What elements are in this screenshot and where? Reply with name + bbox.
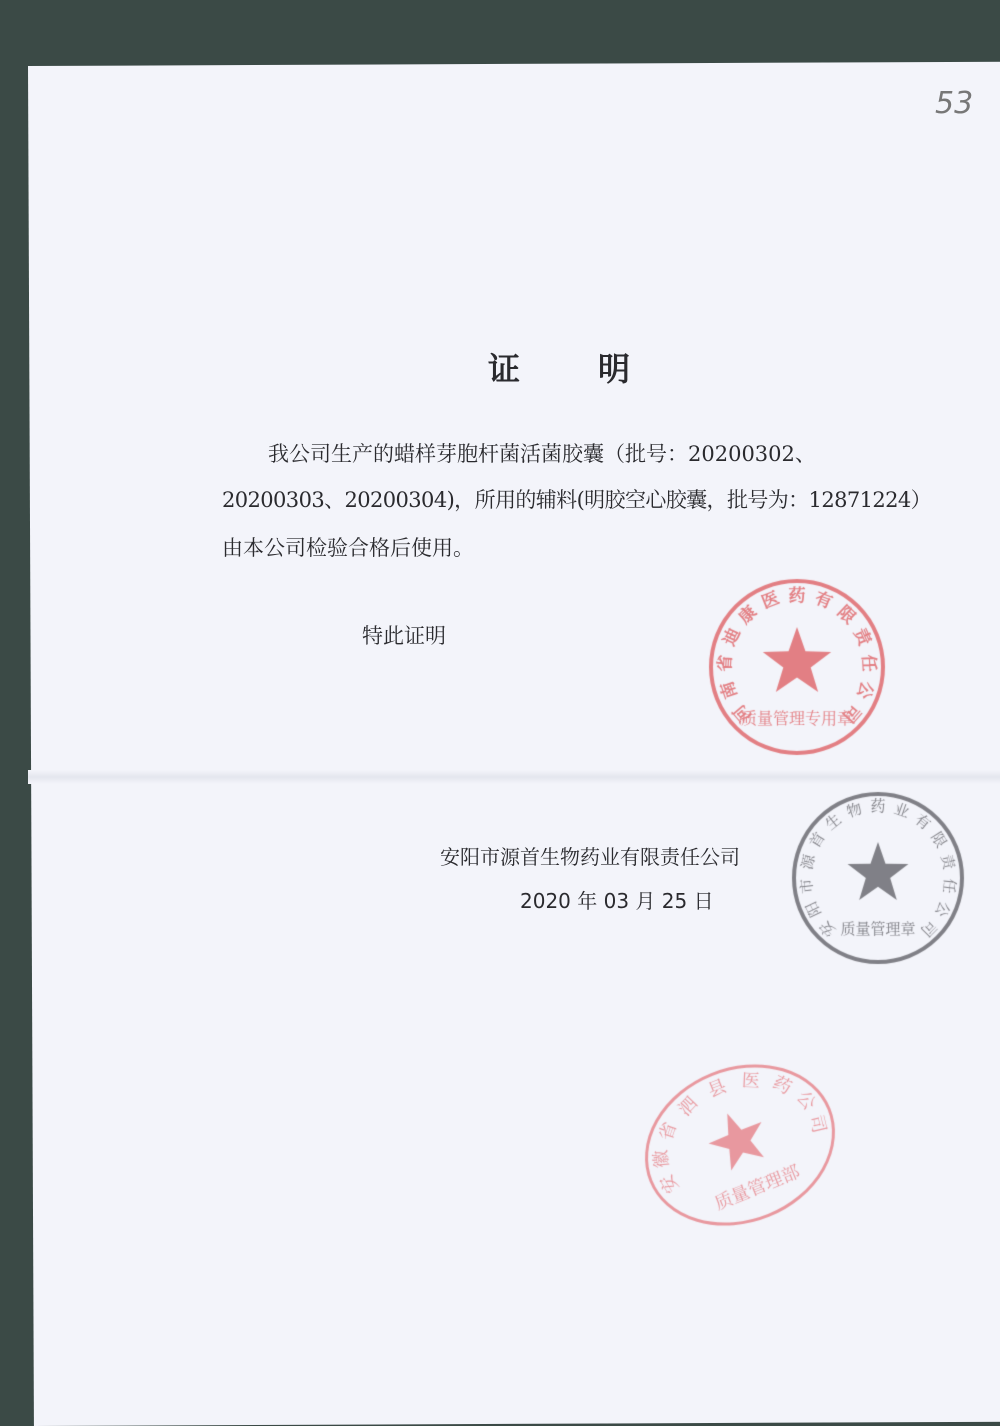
paper-fold-line <box>28 770 1000 784</box>
body-line-2: 20200303、20200304)，所用的辅料(明胶空心胶囊，批号为：12871224） <box>222 488 932 512</box>
handwritten-page-number: 53 <box>935 86 974 121</box>
quality-seal-stamp-1 <box>705 575 889 759</box>
signature-date: 2020 年 03 月 25 日 <box>520 889 714 913</box>
body-line-1: 我公司生产的蜡样芽胞杆菌活菌胶囊（批号：20200302、 <box>268 442 816 466</box>
title-char-1: 证 <box>488 350 523 388</box>
closing-text: 特此证明 <box>362 624 446 648</box>
title-char-2: 明 <box>598 350 633 388</box>
quality-seal-stamp-2 <box>635 1050 845 1240</box>
signature-company: 安阳市源首生物药业有限责任公司 <box>440 845 740 869</box>
body-line-3: 由本公司检验合格后使用。 <box>222 536 474 560</box>
company-quality-stamp <box>790 790 966 966</box>
